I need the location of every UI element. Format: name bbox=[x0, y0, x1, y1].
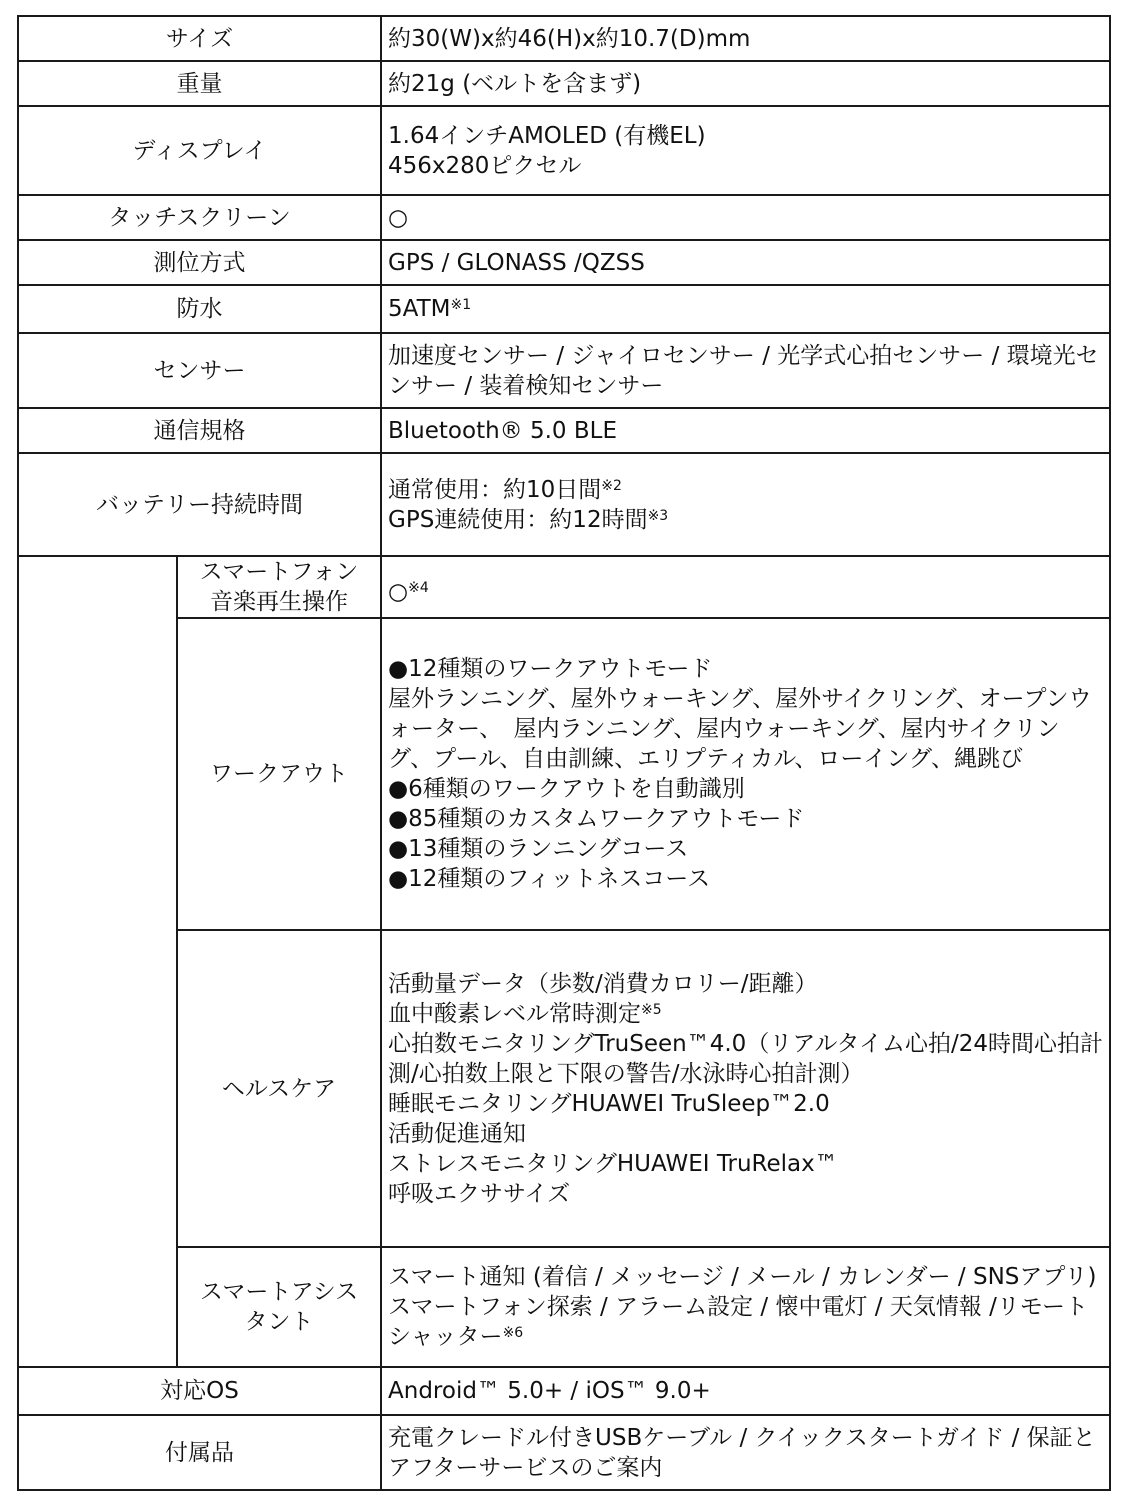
row-value bbox=[381, 556, 1110, 618]
spec-row-display bbox=[18, 106, 1110, 195]
row-label: ディスプレイ bbox=[18, 106, 381, 195]
footnote-mark: ※1 bbox=[450, 297, 472, 313]
spec-row-accessories bbox=[18, 1415, 1110, 1490]
row-label: 重量 bbox=[18, 61, 381, 106]
label-line: 音楽再生操作 bbox=[210, 589, 348, 615]
value-line: 活動促進通知 bbox=[388, 1120, 527, 1147]
value-text: 血中酸素レベル常時測定 bbox=[388, 1000, 642, 1027]
value-line: 呼吸エクササイズ bbox=[388, 1180, 571, 1207]
row-label: サイズ bbox=[18, 16, 381, 61]
footnote-mark: ※2 bbox=[601, 477, 622, 494]
value-text: スマートフォン探索 / アラーム設定 / 懐中電灯 / 天気情報 /リモートシャッター bbox=[388, 1294, 1088, 1350]
spec-row-music-control bbox=[18, 556, 1110, 618]
row-label: センサー bbox=[18, 333, 381, 408]
row-value: 約30(W)x約46(H)x約10.7(D)mm bbox=[381, 16, 1110, 61]
spec-table bbox=[17, 15, 1111, 1491]
value-text: 通常使用：約10日間 bbox=[388, 476, 602, 503]
footnote-mark: ※6 bbox=[502, 1325, 524, 1341]
row-value bbox=[381, 930, 1110, 1247]
value-line: 1.64インチAMOLED (有機EL) bbox=[388, 122, 706, 149]
label-line: タント bbox=[244, 1309, 314, 1335]
row-value: Bluetooth® 5.0 BLE bbox=[381, 408, 1110, 453]
spec-row-positioning bbox=[18, 240, 1110, 285]
row-value bbox=[381, 1415, 1110, 1490]
value-line: 心拍数モニタリングTruSeen™4.0（リアルタイム心拍/24時間心拍計測/心拍数上限と下限の警告/水泳時心拍計測） bbox=[388, 1030, 1104, 1087]
value-text: GPS連続使用：約12時間 bbox=[388, 506, 648, 533]
value-line: ストレスモニタリングHUAWEI TruRelax™ bbox=[388, 1150, 838, 1177]
spec-row-os bbox=[18, 1367, 1110, 1415]
spec-row-size bbox=[18, 16, 1110, 61]
value-line: ●12種類のフィットネスコース bbox=[388, 866, 711, 892]
spec-row-smart-assistant bbox=[18, 1247, 1110, 1367]
value-line: 456x280ピクセル bbox=[388, 152, 582, 179]
spec-row-healthcare bbox=[18, 930, 1110, 1247]
value-text: 5ATM bbox=[388, 296, 451, 322]
value-line bbox=[388, 999, 1103, 1029]
label-line: スマートアシス bbox=[199, 1279, 359, 1305]
spec-row-touchscreen bbox=[18, 195, 1110, 240]
footnote-mark: ※5 bbox=[641, 1001, 662, 1018]
workout-mode-list: 屋外ランニング、屋外ウォーキング、屋外サイクリング、オープンウォーター、 屋内ランニング、屋内ウォーキング、屋内サイクリング、プール、自由訓練、エリプティカル、ローイング、縄跳び bbox=[388, 686, 1092, 772]
label-line: スマートフォン bbox=[199, 559, 359, 585]
spec-row-waterproof bbox=[18, 285, 1110, 333]
row-value: 約21g (ベルトを含まず) bbox=[381, 61, 1110, 106]
row-label bbox=[177, 556, 381, 618]
row-label: 対応OS bbox=[18, 1367, 381, 1415]
spec-row-workout bbox=[18, 618, 1110, 930]
row-value bbox=[381, 618, 1110, 930]
value-text: ○ bbox=[388, 578, 409, 605]
row-value bbox=[381, 106, 1110, 195]
value-line: 睡眠モニタリングHUAWEI TruSleep™2.0 bbox=[388, 1090, 830, 1117]
group-blank-cell bbox=[18, 556, 177, 1367]
row-label: 通信規格 bbox=[18, 408, 381, 453]
spec-row-connectivity bbox=[18, 408, 1110, 453]
value-line: スマート通知 (着信 / メッセージ / メール / カレンダー / SNSアプリ) bbox=[388, 1264, 1097, 1290]
row-value: GPS / GLONASS /QZSS bbox=[381, 240, 1110, 285]
value-text: 充電クレードル付きUSBケーブル / クイックスタートガイド / 保証とアフターサービスのご案内 bbox=[388, 1424, 1096, 1481]
row-label: タッチスクリーン bbox=[18, 195, 381, 240]
spec-row-weight bbox=[18, 61, 1110, 106]
row-label: 防水 bbox=[18, 285, 381, 333]
value-line bbox=[388, 475, 1103, 505]
row-value: ○ bbox=[381, 195, 1110, 240]
row-label: ヘルスケア bbox=[177, 930, 381, 1247]
footnote-mark: ※3 bbox=[647, 507, 669, 524]
spec-row-sensors bbox=[18, 333, 1110, 408]
value-line bbox=[388, 1292, 1103, 1352]
value-line: ●85種類のカスタムワークアウトモード bbox=[388, 806, 805, 832]
row-value bbox=[381, 285, 1110, 333]
row-value bbox=[381, 453, 1110, 556]
footnote-mark: ※4 bbox=[408, 579, 429, 596]
value-line: 活動量データ（歩数/消費カロリー/距離） bbox=[388, 970, 818, 997]
value-line: ●6種類のワークアウトを自動識別 bbox=[388, 776, 745, 802]
row-label: 付属品 bbox=[18, 1415, 381, 1490]
value-line: ●12種類のワークアウトモード bbox=[388, 656, 713, 682]
row-value: Android™ 5.0+ / iOS™ 9.0+ bbox=[381, 1367, 1110, 1415]
row-label: ワークアウト bbox=[177, 618, 381, 930]
row-label bbox=[177, 1247, 381, 1367]
row-value bbox=[381, 333, 1110, 408]
row-label: バッテリー持続時間 bbox=[18, 453, 381, 556]
row-value bbox=[381, 1247, 1110, 1367]
row-label: 測位方式 bbox=[18, 240, 381, 285]
spec-row-battery bbox=[18, 453, 1110, 556]
value-text: 加速度センサー / ジャイロセンサー / 光学式心拍センサー / 環境光センサー / 装着検知センサー bbox=[388, 342, 1099, 399]
value-line: ●13種類のランニングコース bbox=[388, 836, 689, 862]
value-line bbox=[388, 505, 1103, 535]
